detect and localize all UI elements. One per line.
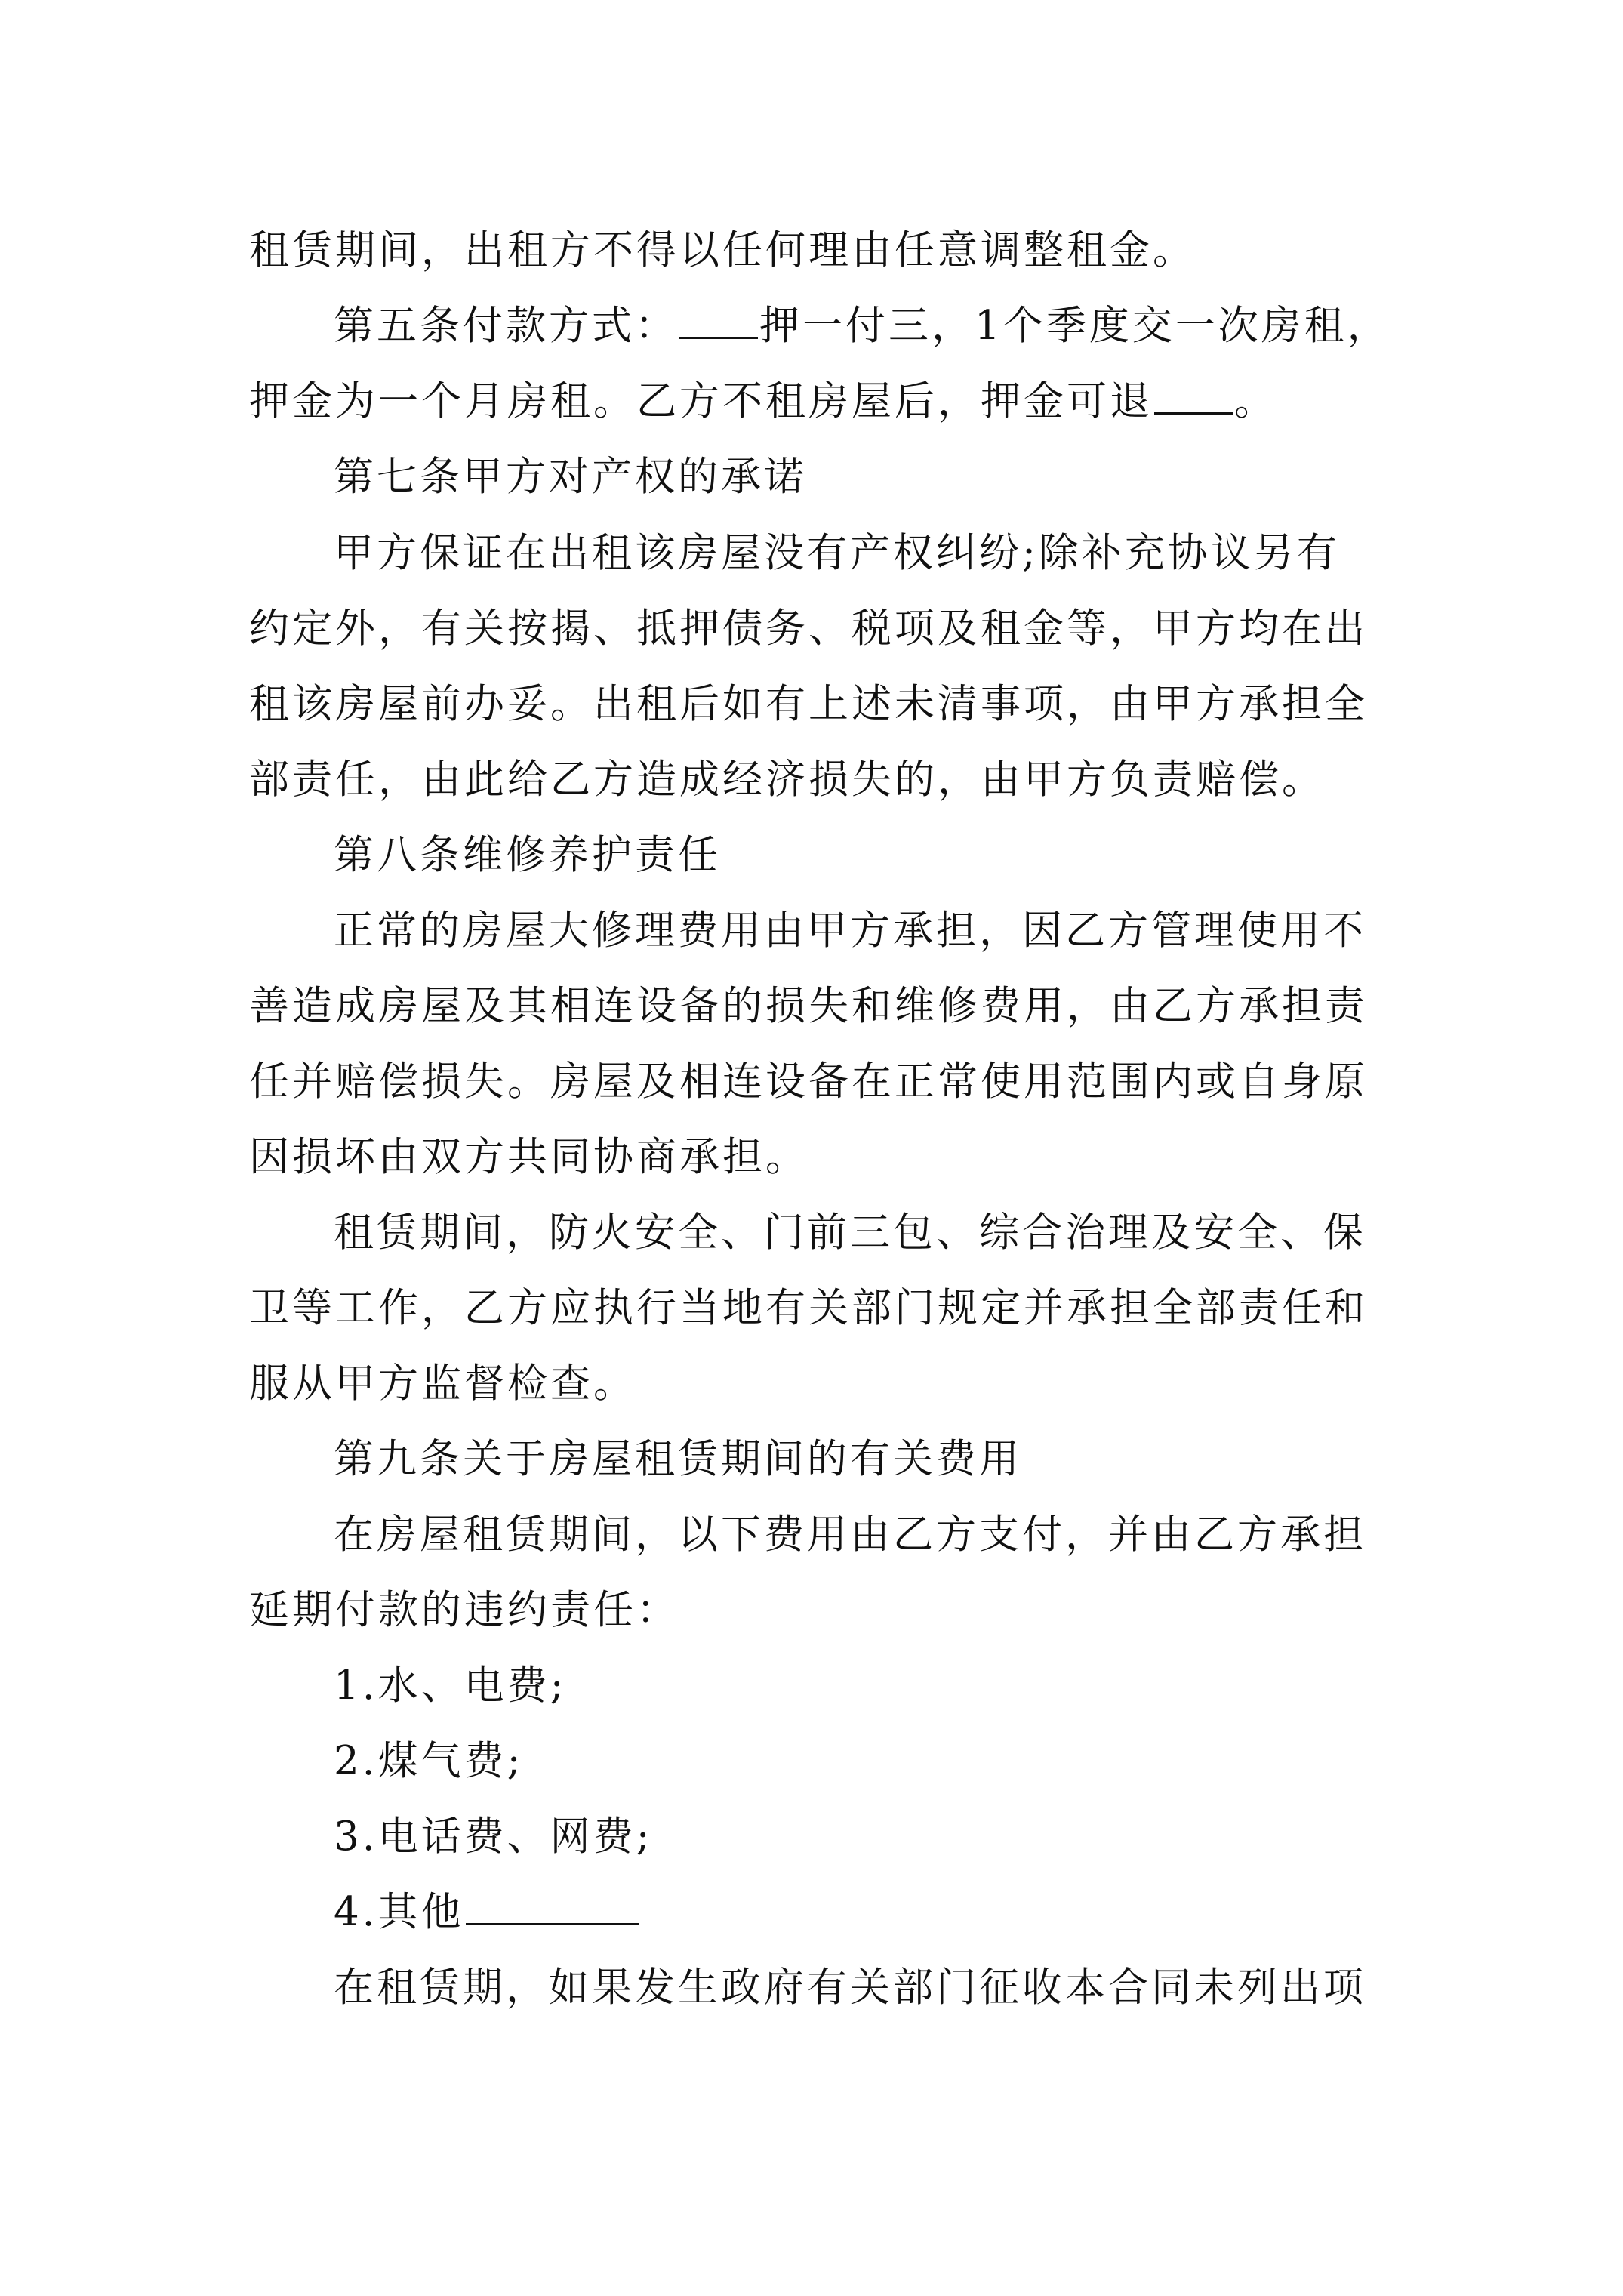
paragraph-line: 任并赔偿损失。房屋及相连设备在正常使用范围内或自身原 bbox=[249, 1059, 1368, 1105]
clause-8-heading: 第八条维修养护责任 bbox=[334, 832, 721, 878]
clause-5-line bbox=[334, 299, 1390, 353]
list-item: 1.水、电费; bbox=[334, 1663, 567, 1709]
clause-5-label: 第五条付款方式： bbox=[334, 303, 678, 349]
paragraph-line: 部责任，由此给乙方造成经济损失的，由甲方负责赔偿。 bbox=[249, 757, 1325, 803]
paragraph-line: 延期付款的违约责任： bbox=[249, 1587, 679, 1633]
deposit-line bbox=[249, 374, 1389, 429]
list-item: 3.电话费、网费; bbox=[334, 1814, 653, 1860]
clause-9-heading: 第九条关于房屋租赁期间的有关费用 bbox=[334, 1436, 1022, 1482]
payment-blank bbox=[679, 299, 758, 339]
paragraph-line: 甲方保证在出租该房屋没有产权纠纷;除补充协议另有 bbox=[334, 530, 1340, 576]
paragraph-line: 正常的房屋大修理费用由甲方承担，因乙方管理使用不 bbox=[334, 908, 1366, 954]
paragraph-line: 租该房屋前办妥。出租后如有上述未清事项，由甲方承担全 bbox=[249, 681, 1368, 727]
list-item bbox=[334, 1885, 1390, 1940]
paragraph-line: 租赁期间，防火安全、门前三包、综合治理及安全、保 bbox=[334, 1210, 1366, 1256]
list-item-label: 4.其他 bbox=[334, 1889, 464, 1935]
other-fee-blank bbox=[466, 1885, 639, 1925]
paragraph-line: 在房屋租赁期间，以下费用由乙方支付，并由乙方承担 bbox=[334, 1512, 1366, 1558]
paragraph-line: 因损坏由双方共同协商承担。 bbox=[249, 1134, 808, 1180]
paragraph-line: 卫等工作，乙方应执行当地有关部门规定并承担全部责任和 bbox=[249, 1285, 1368, 1331]
refund-blank bbox=[1154, 374, 1233, 415]
paragraph-line: 善造成房屋及其相连设备的损失和维修费用，由乙方承担责 bbox=[249, 983, 1368, 1029]
clause-7-heading: 第七条甲方对产权的承诺 bbox=[334, 454, 807, 500]
paragraph-line: 约定外，有关按揭、抵押债务、税项及租金等，甲方均在出 bbox=[249, 606, 1368, 652]
paragraph-line: 在租赁期，如果发生政府有关部门征收本合同未列出项 bbox=[334, 1965, 1366, 2011]
list-item: 2.煤气费; bbox=[334, 1738, 524, 1784]
deposit-end: 。 bbox=[1234, 378, 1277, 424]
clause-5-text: 押一付三，1个季度交一次房租， bbox=[759, 303, 1390, 349]
paragraph-line: 服从甲方监督检查。 bbox=[249, 1361, 636, 1407]
paragraph-line: 租赁期间，出租方不得以任何理由任意调整租金。 bbox=[249, 227, 1196, 273]
deposit-text: 押金为一个月房租。乙方不租房屋后，押金可退 bbox=[249, 378, 1153, 424]
